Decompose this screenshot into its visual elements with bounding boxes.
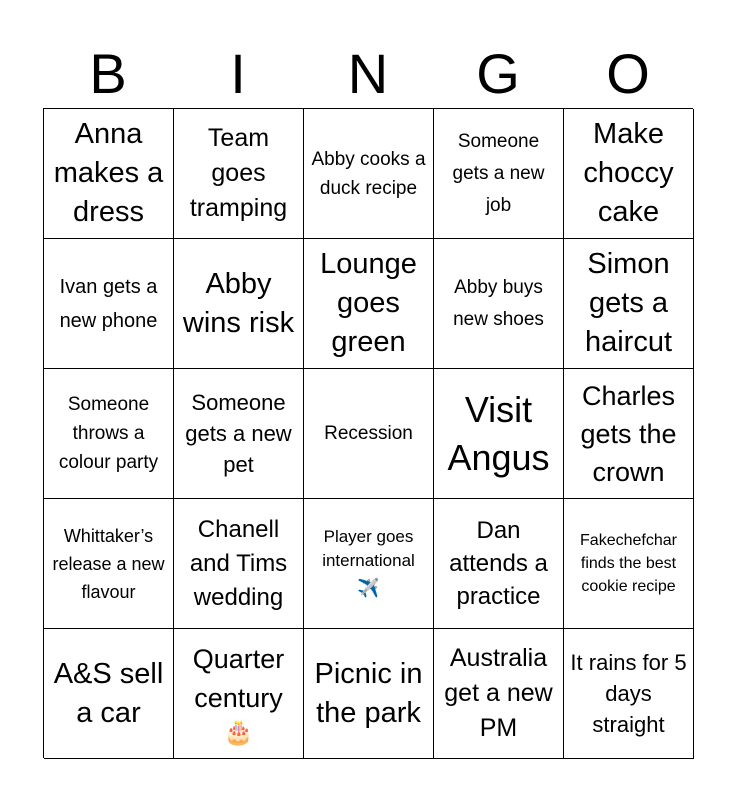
bingo-cell[interactable] — [434, 629, 564, 759]
bingo-cell[interactable] — [434, 369, 564, 499]
bingo-cell[interactable] — [564, 109, 694, 239]
cell-text: Someone gets a new job — [452, 130, 545, 216]
bingo-cell[interactable] — [304, 239, 434, 369]
bingo-cell[interactable] — [44, 109, 174, 239]
cell-text: Fakechefchar finds the best cookie recipe — [580, 532, 677, 595]
bingo-cell[interactable] — [304, 499, 434, 629]
bingo-cell[interactable] — [434, 499, 564, 629]
cell-text: Charles gets the crown — [580, 380, 677, 487]
bingo-cell[interactable] — [174, 629, 304, 759]
birthday-cake-icon: 🎂 — [223, 718, 254, 746]
bingo-cell[interactable] — [44, 499, 174, 629]
bingo-cell[interactable] — [564, 239, 694, 369]
bingo-cell[interactable] — [44, 239, 174, 369]
bingo-cell[interactable] — [174, 369, 304, 499]
cell-text: Simon gets a haircut — [584, 248, 673, 358]
cell-text: Player goes international — [322, 526, 415, 570]
header-letter-o: O — [606, 42, 650, 105]
header-letter-b: B — [89, 42, 127, 105]
bingo-cell[interactable] — [564, 629, 694, 759]
bingo-cell[interactable] — [44, 369, 174, 499]
cell-text: Someone throws a colour party — [58, 394, 159, 473]
bingo-cell[interactable] — [434, 109, 564, 239]
bingo-cell[interactable] — [564, 499, 694, 629]
cell-text: Make choccy cake — [583, 118, 674, 228]
header-letter-g: G — [476, 42, 520, 105]
cell-text: Recession — [324, 422, 413, 444]
cell-text: Someone gets a new pet — [185, 390, 292, 477]
cell-text: Picnic in the park — [314, 657, 423, 729]
airplane-icon: ✈️ — [357, 577, 380, 598]
cell-text: Ivan gets a new phone — [59, 275, 158, 332]
bingo-cell[interactable] — [174, 109, 304, 239]
bingo-header — [43, 40, 693, 108]
cell-text: Whittaker’s release a new flavour — [52, 525, 165, 602]
bingo-cell[interactable] — [174, 239, 304, 369]
cell-text: Dan attends a practice — [449, 517, 548, 610]
cell-text: Abby cooks a duck recipe — [311, 148, 426, 199]
bingo-cell[interactable] — [174, 499, 304, 629]
cell-text: Anna makes a dress — [53, 118, 164, 228]
header-letter-n: N — [347, 42, 389, 105]
bingo-board — [43, 108, 693, 758]
cell-text: Australia get a new PM — [444, 644, 553, 742]
cell-text: Lounge goes green — [320, 248, 417, 358]
cell-text: Abby wins risk — [182, 267, 295, 339]
cell-text: A&S sell a car — [53, 657, 164, 729]
cell-text: Quarter century — [192, 643, 285, 713]
cell-text: It rains for 5 days straight — [570, 650, 687, 737]
bingo-cell[interactable] — [304, 109, 434, 239]
bingo-cell[interactable] — [44, 629, 174, 759]
cell-text: Visit Angus — [447, 388, 550, 478]
bingo-cell[interactable] — [564, 369, 694, 499]
cell-text: Team goes tramping — [189, 124, 288, 222]
header-letter-i: I — [230, 42, 246, 105]
cell-text: Chanell and Tims wedding — [189, 515, 288, 611]
bingo-cell[interactable] — [304, 629, 434, 759]
bingo-cell[interactable] — [434, 239, 564, 369]
bingo-cell[interactable] — [304, 369, 434, 499]
cell-text: Abby buys new shoes — [453, 276, 544, 330]
